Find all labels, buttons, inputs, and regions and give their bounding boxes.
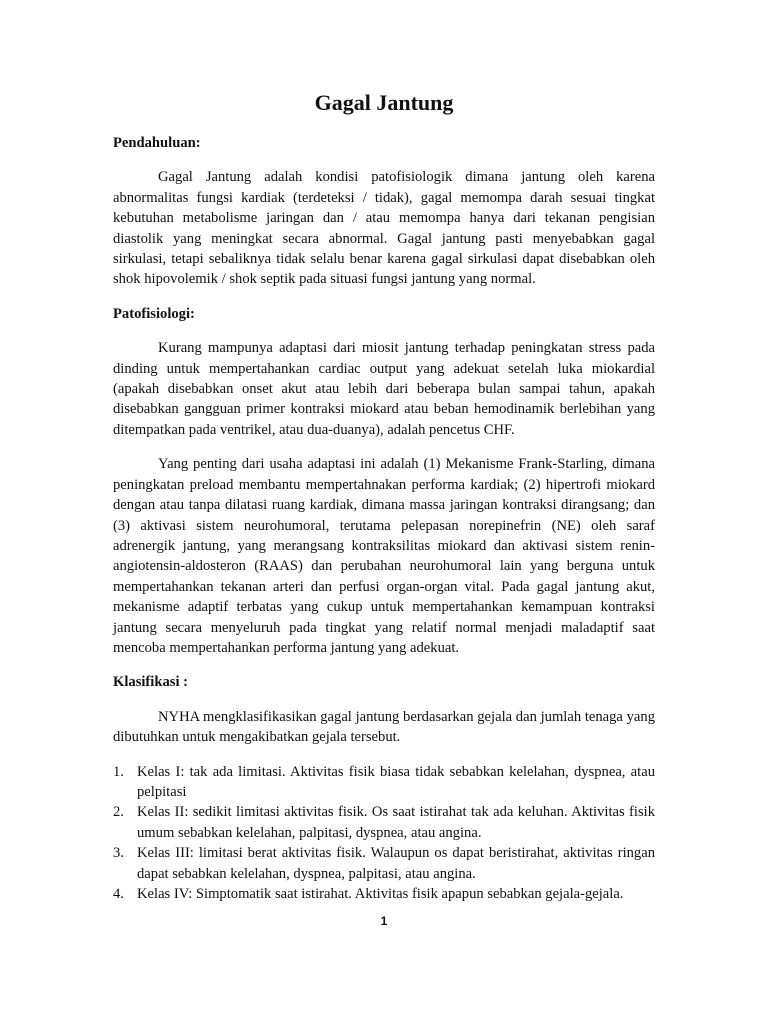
list-item-text: Kelas I: tak ada limitasi. Aktivitas fisik biasa tidak sebabkan kelelahan, dyspnea, atau pelpitasi [137, 763, 655, 800]
page-number: 1 [380, 914, 388, 928]
list-item-number: 3. [113, 845, 124, 862]
list-item-number: 2. [113, 804, 124, 821]
paragraph-patofisiologi-2: Yang penting dari usaha adaptasi ini adalah (1) Mekanisme Frank-Starling, dimana peningkatan preload membantu mempertahnakan performa kardiak; (2) hipertrofi miokard dengan atau tanpa dilatasi ruang kardiak, dimana massa jaringan kontraksi dirangsang; dan (3) aktivasi sistem neurohumoral, terutama pelepasan norepinefrin (NE) oleh saraf adrenergik jantung, yang merangsang kontraksilitas miokard dan aktivasi sistem renin-angiotensin-aldosteron (RAAS) dan perubahan neurohumoral lain yang berguna untuk mempertahankan tekanan arteri dan perfusi organ-organ vital. Pada gagal jantung akut, mekanisme adaptif terbatas yang cukup untuk mempertahankan kemampuan kontraksi jantung secara menyeluruh pada tingkat yang relatif normal menjadi maladaptif saat mencoba mempertahankan performa jantung yang adekuat. [113, 456, 655, 656]
nyha-class-list [113, 762, 655, 905]
list-item-number: 4. [113, 886, 124, 902]
paragraph-klasifikasi-1: NYHA mengklasifikasikan gagal jantung berdasarkan gejala dan jumlah tenaga yang dibutuhkan untuk mengakibatkan gejala tersebut. [113, 708, 655, 746]
heading-pendahuluan: Pendahuluan: [113, 135, 201, 151]
list-item-text: Kelas II: sedikit limitasi aktivitas fisik. Os saat istirahat tak ada keluhan. Aktivitas fisik umum sebabkan kelelahan, palpitasi, dyspnea, atau angina. [137, 804, 655, 841]
list-item [113, 802, 655, 843]
list-item [113, 843, 655, 884]
paragraph-patofisiologi-1: Kurang mampunya adaptasi dari miosit jantung terhadap peningkatan stress pada dinding untuk mempertahankan cardiac output yang adekuat setelah luka miokardial (apakah disebabkan onset akut atau lebih dari beberapa bulan sampai tahun, apakah disebabkan gangguan primer kontraksi miokard atau beban hemodinamik berlebihan yang ditempatkan pada ventrikel, atau dua-duanya), adalah pencetus CHF. [113, 340, 655, 438]
heading-patofisiologi: Patofisiologi: [113, 305, 195, 322]
paragraph-pendahuluan-1: Gagal Jantung adalah kondisi patofisiologik dimana jantung oleh karena abnormalitas fungsi kardiak (terdeteksi / tidak), gagal memompa darah sesuai tingkat kebutuhan metabolisme jaringan dan / atau memompa hanya dari tekanan pengisian diastolik yang meningkat secara abnormal. Gagal jantung pasti menyebabkan gagal sirkulasi, tetapi sebaliknya tidak selalu benar karena gagal sirkulasi dapat disebabkan oleh shok hipovolemik / shok septik pada situasi fungsi jantung yang normal. [113, 169, 655, 288]
list-item [113, 762, 655, 803]
document-body [113, 133, 655, 904]
list-item [113, 884, 655, 904]
list-item-number: 1. [113, 763, 124, 780]
list-item-text: Kelas III: limitasi berat aktivitas fisik. Walaupun os dapat beristirahat, aktivitas ringan dapat sebabkan kelelahan, dyspnea, palpitasi, atau angina. [137, 845, 655, 882]
list-item-text: Kelas IV: Simptomatik saat istirahat. Aktivitas fisik apapun sebabkan gejala-gejala. [137, 886, 624, 902]
document-title: Gagal Jantung [314, 90, 454, 115]
heading-klasifikasi: Klasifikasi : [113, 674, 189, 691]
